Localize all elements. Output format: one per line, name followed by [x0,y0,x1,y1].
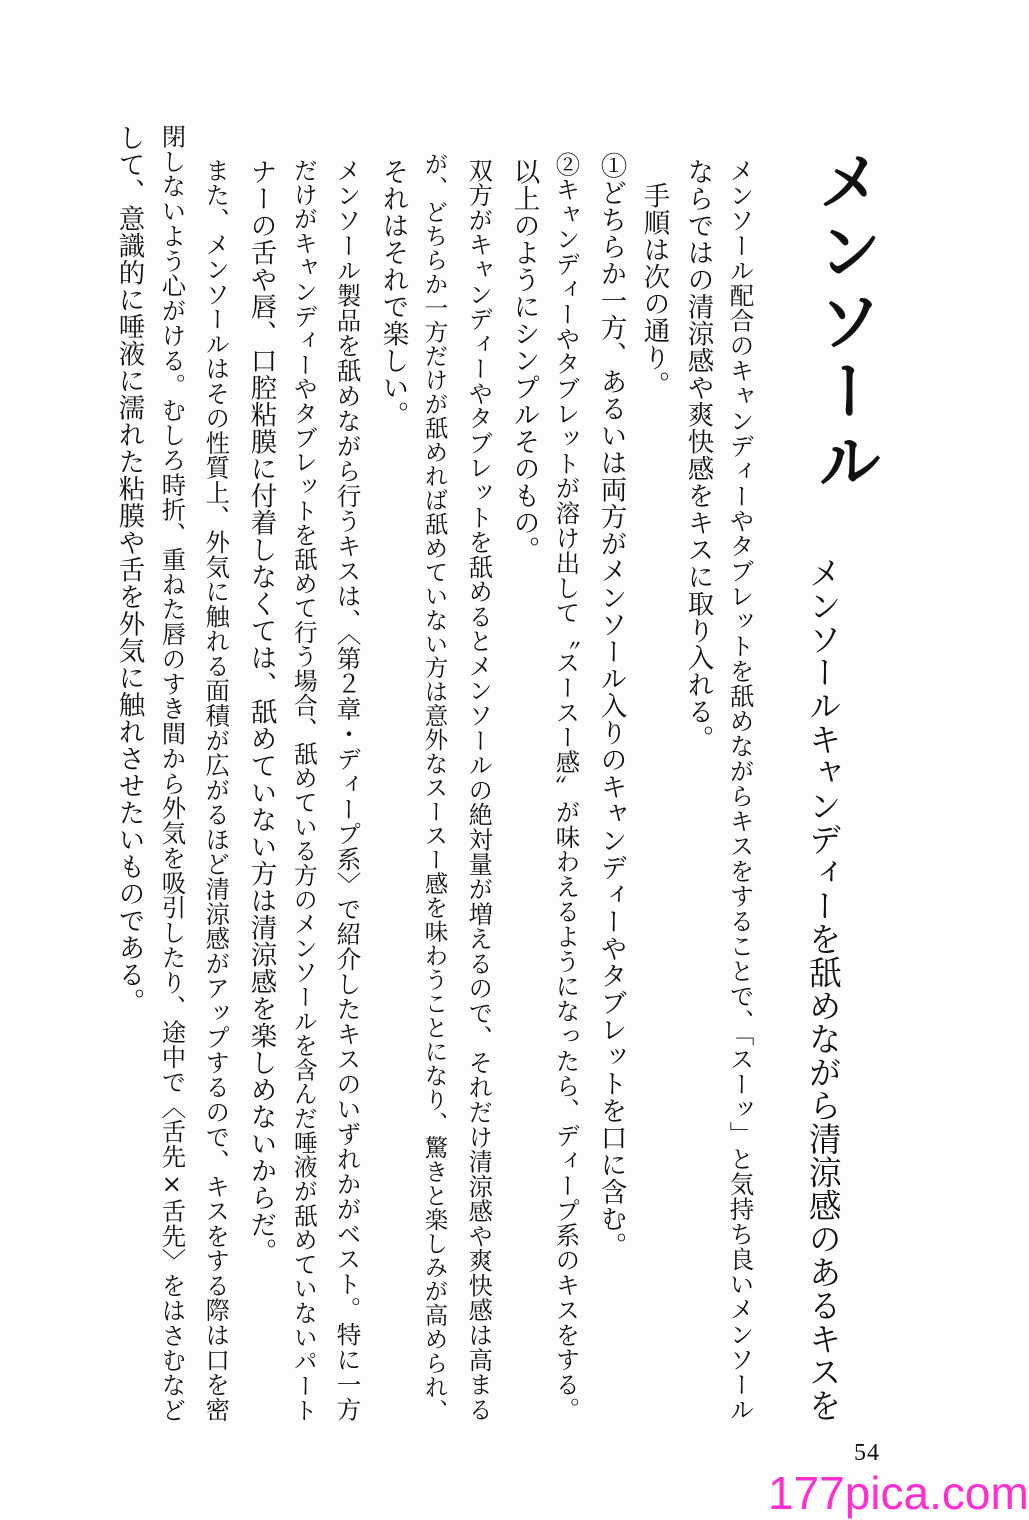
body-line: それはそれで楽しい。 [377,158,409,428]
body-line: だけがキャンディーやタブレットを舐めて行う場合、舐めている方のメンソールを含んだ唾液が舐めていないパート [289,158,318,1423]
body-line: ならではの清涼感や爽快感をキスに取り入れる。 [682,158,714,752]
body-line: 閉しないよう心がける。むしろ時折、重ねた唇のすき間から外気を吸引したり、途中で〈舌先×舌先〉をはさむなど [157,124,187,1423]
body-line: メンソール配合のキャンディーやタブレットを舐めながらキスをすることで、「スーッ」と気持ち良いメンソール [726,158,756,1422]
body-line: ①どちらか一方、あるいは両方がメンソール入りのキャンディーやタブレットを口に含む。 [595,152,627,1259]
body-line: メンソール製品を舐めながら行うキスは、〈第２章・ディープ系〉で紹介したキスのいずれかがベスト。特に一方 [333,158,363,1422]
watermark-text: 177pica.com [768,1467,1029,1519]
page-number: 54 [854,1440,880,1466]
body-line: また、メンソールはその性質上、外気に触れる面積が広がるほど清涼感がアップするので、キスをする際は口を密 [201,158,231,1422]
body-line: ②キャンディーやタブレットが溶け出して〝スースー感〟が味わえるようになったら、ディープ系のキスをする。 [551,152,581,1422]
body-line: して、意識的に唾液に濡れた粘膜や舌を外気に触れさせたいものである。 [113,124,145,1015]
section-subtitle: メンソールキャンディーを舐めながら清涼感のあるキスを [803,556,842,1423]
section-title: メンソール [807,148,881,498]
body-line: 以上のようにシンプルそのもの。 [508,158,540,563]
body-line: 手順は次の通り。 [638,182,670,398]
body-line: ナーの舌や唇、口腔粘膜に付着しなくては、舐めていない方は清涼感を楽しめないからだ。 [245,158,277,1265]
body-line: が、どちらか一方だけが舐めれば舐めていない方は意外なスースー感を味わうことになり、驚きと楽しみが高められ、 [420,152,449,1423]
body-line: 双方がキャンディーやタブレットを舐めるとメンソールの絶対量が増えるので、それだけ清涼感や爽快感は高まる [464,158,494,1422]
